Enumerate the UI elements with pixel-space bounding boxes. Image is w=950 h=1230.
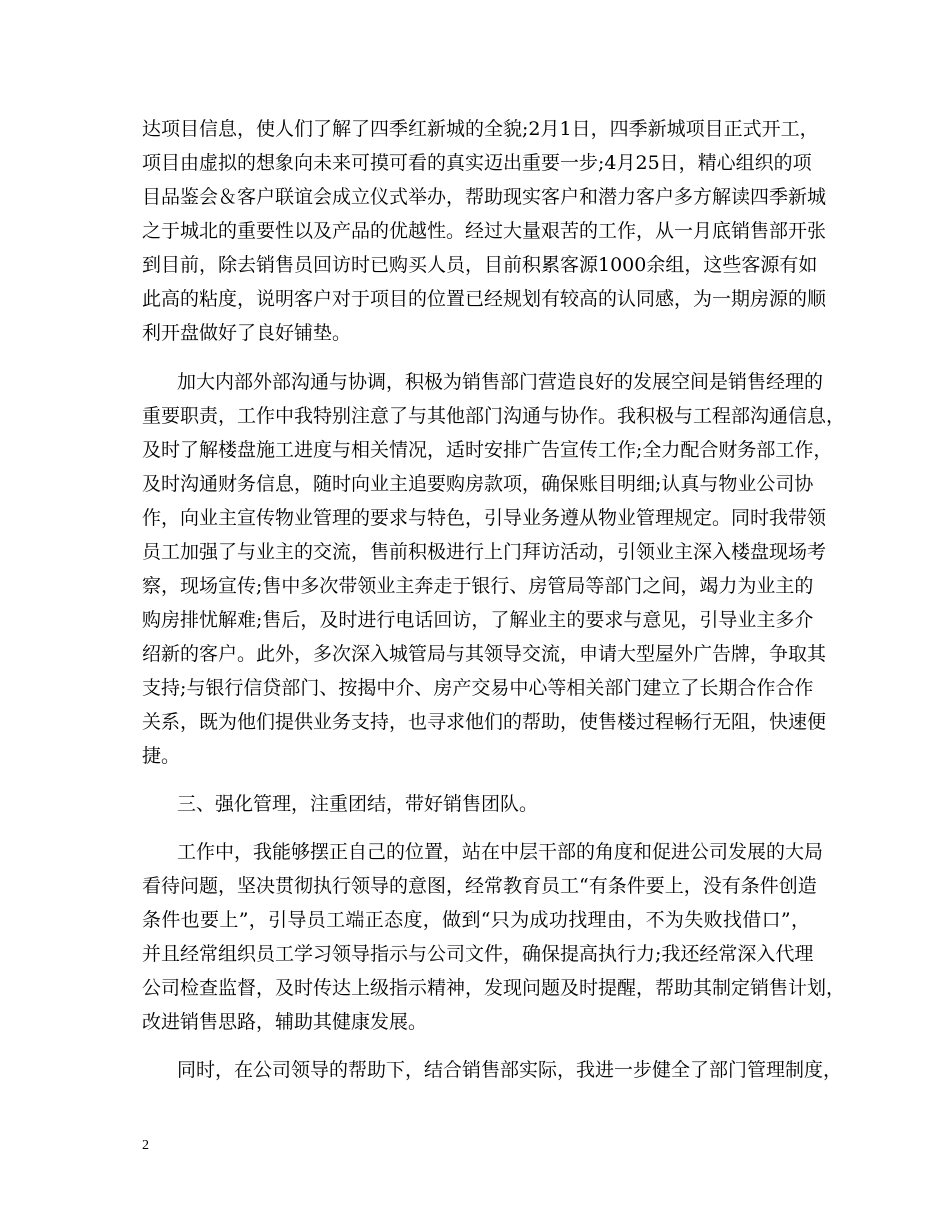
- text-line: 改进销售思路，辅助其健康发展。: [142, 1011, 428, 1033]
- text-line: 关系，既为他们提供业务支持，也寻求他们的帮助，使售楼过程畅行无阻，快速便: [142, 711, 827, 733]
- paragraph-first-line: 工作中，我能够摆正自己的位置，站在中层干部的角度和促进公司发展的大局: [177, 841, 824, 863]
- section-heading: 三、强化管理，注重团结，带好销售团队。: [177, 793, 539, 815]
- text-line: 项目由虚拟的想象向未来可摸可看的真实迈出重要一步;4月25日，精心组织的项: [142, 152, 812, 174]
- text-line: 并且经常组织员工学习领导指示与公司文件，确保提高执行力;我还经常深入代理: [142, 943, 814, 965]
- text-line: 捷。: [142, 745, 181, 767]
- paragraph-first-line: 加大内部外部沟通与协调，积极为销售部门营造良好的发展空间是销售经理的: [177, 371, 824, 393]
- text-line: 到目前，除去销售员回访时已购买人员，目前积累客源1000余组，这些客源有如: [142, 254, 818, 276]
- text-line: 及时沟通财务信息，随时向业主追要购房款项，确保账目明细;认真与物业公司协: [142, 473, 814, 495]
- text-line: 目品鉴会＆客户联谊会成立仪式举办，帮助现实客户和潜力客户多方解读四季新城: [142, 186, 827, 208]
- text-line: 达项目信息，使人们了解了四季红新城的全貌;2月1日，四季新城项目正式开工，: [142, 118, 819, 140]
- text-line: 购房排忧解难;售后，及时进行电话回访，了解业主的要求与意见，引导业主多介: [142, 609, 814, 631]
- text-line: 此高的粘度，说明客户对于项目的位置已经规划有较高的认同感，为一期房源的顺: [142, 288, 827, 310]
- text-line: 条件也要上”，引导员工端正态度，做到“只为成功找理由，不为失败找借口”，: [142, 909, 810, 931]
- text-line: 公司检查监督，及时传达上级指示精神，发现问题及时提醒，帮助其制定销售计划，: [142, 977, 846, 999]
- text-line: 及时了解楼盘施工进度与相关情况，适时安排广告宣传工作;全力配合财务部工作，: [142, 439, 833, 461]
- text-line: 重要职责，工作中我特别注意了与其他部门沟通与协作。我积极与工程部沟通信息，: [142, 405, 846, 427]
- page-number: 2: [142, 1138, 149, 1153]
- text-line: 员工加强了与业主的交流，售前积极进行上门拜访活动，引领业主深入楼盘现场考: [142, 541, 827, 563]
- text-line: 之于城北的重要性以及产品的优越性。经过大量艰苦的工作，从一月底销售部开张: [142, 220, 827, 242]
- text-line: 支持;与银行信贷部门、按揭中介、房产交易中心等相关部门建立了长期合作合作: [142, 677, 814, 699]
- text-line: 看待问题，坚决贯彻执行领导的意图，经常教育员工“有条件要上，没有条件创造: [142, 875, 817, 897]
- text-line: 作，向业主宣传物业管理的要求与特色，引导业务遵从物业管理规定。同时我带领: [142, 507, 827, 529]
- text-line: 察，现场宣传;售中多次带领业主奔走于银行、房管局等部门之间，竭力为业主的: [142, 575, 814, 597]
- text-line: 利开盘做好了良好铺垫。: [142, 322, 352, 344]
- paragraph-first-line: 同时，在公司领导的帮助下，结合销售部实际，我进一步健全了部门管理制度，: [177, 1059, 843, 1081]
- text-line: 绍新的客户。此外，多次深入城管局与其领导交流，申请大型屋外广告牌，争取其: [142, 643, 827, 665]
